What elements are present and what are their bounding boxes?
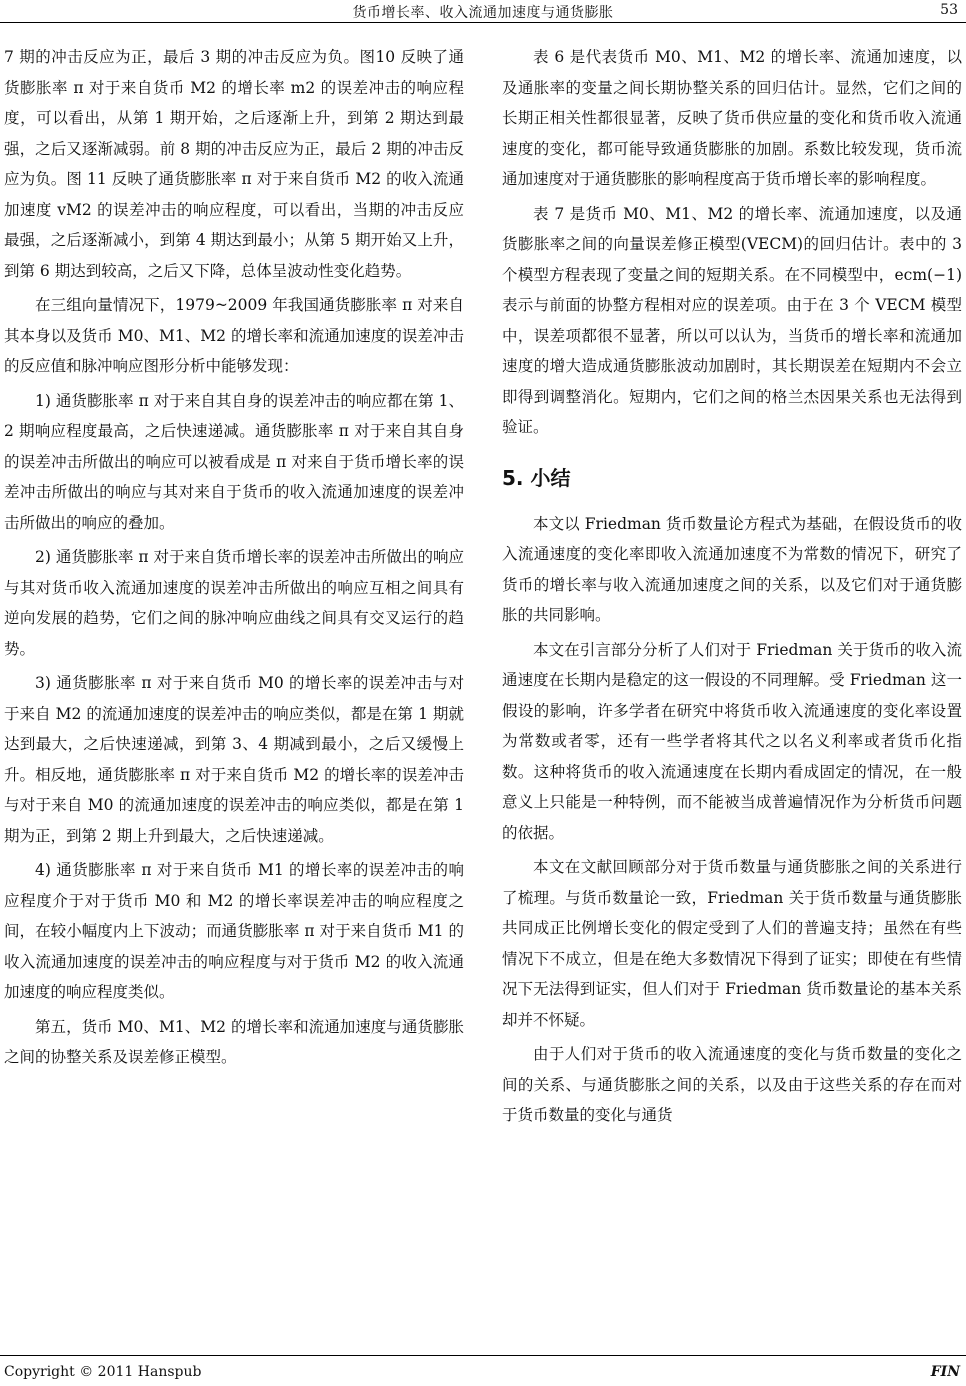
list-item: 4) 通货膨胀率 π 对于来自货币 M1 的增长率的误差冲击的响应程度介于对于货币 M0 和 M2 的增长率误差冲击的响应程度之间，在较小幅度内上下波动；而通货膨胀率 π 对于来自货币 M1 的收入流通加速度的误差冲击的响应程度与对于货币 M2 的收入流通加速度的响应程度类似。 — [4, 861, 464, 1001]
list-item: 2) 通货膨胀率 π 对于来自货币增长率的误差冲击所做出的响应与其对货币收入流通加速度的误差冲击所做出的响应互相之间具有逆向发展的趋势，它们之间的脉冲响应曲线之间具有交叉运行的趋势。 — [4, 548, 464, 658]
section-heading: 5. 小结 — [502, 465, 571, 490]
journal-abbreviation: FIN — [930, 1364, 960, 1380]
paragraph: 表 6 是代表货币 M0、M1、M2 的增长率、流通加速度，以及通胀率的变量之间长期协整关系的回归估计。显然，它们之间的长期正相关性都很显著，反映了货币供应量的变化和货币收入流通速度的变化，都可能导致通货膨胀的加剧。系数比较发现，货币流通加速度对于通货膨胀的影响程度高于货币增长率的影响程度。 — [502, 48, 962, 188]
page-footer — [0, 1355, 966, 1380]
list-item: 3) 通货膨胀率 π 对于来自货币 M0 的增长率的误差冲击与对于来自 M2 的流通加速度的误差冲击的响应类似，都是在第 1 期就达到最大，之后快速递减，到第 3、4 期减到最小，之后又缓慢上升。相反地，通货膨胀率 π 对于来自货币 M2 的增长率的误差冲击与对于来自 M0 的流通加速度的误差冲击的响应类似，都是在第 1 期为正，到第 2 期上升到最大，之后快速递减。 — [4, 674, 464, 845]
paragraph: 本文在引言部分分析了人们对于 Friedman 关于货币的收入流通速度在长期内是稳定的这一假设的不同理解。受 Friedman 这一假设的影响，许多学者在研究中将货币收入流通速度的变化率设置为常数或者零，还有一些学者将其代之以名义利率或者货币化指数。这种将货币的收入流通速度在长期内看成固定的情况，在一般意义上只能是一种特例，而不能被当成普遍情况作为分析货币问题的依据。 — [502, 640, 962, 842]
left-column — [4, 42, 464, 1073]
paragraph: 表 7 是货币 M0、M1、M2 的增长率、流通加速度，以及通货膨胀率之间的向量误差修正模型(VECM)的回归估计。表中的 3 个模型方程表现了变量之间的短期关系。在不同模型中，ecm(−1) 表示与前面的协整方程相对应的误差项。由于在 3 个 VECM 模型中，误差项都很不显著，所以可以认为，当货币的增长率和流通加速度的增大造成通货膨胀波动加剧时，其长期误差在短期内不会立即得到调整消化。短期内，它们之间的格兰杰因果关系也无法得到验证。 — [502, 204, 962, 436]
paragraph: 在三组向量情况下，1979~2009 年我国通货膨胀率 π 对来自其本身以及货币 M0、M1、M2 的增长率和流通加速度的误差冲击的反应值和脉冲响应图形分析中能够发现： — [4, 296, 464, 375]
copyright-notice: Copyright © 2011 Hanspub — [4, 1364, 202, 1380]
paragraph: 本文在文献回顾部分对于货币数量与通货膨胀之间的关系进行了梳理。与货币数量论一致，Friedman 关于货币数量与通货膨胀共同成正比例增长变化的假定受到了人们的普遍支持；虽然在有些情况下不成立，但是在绝大多数情况下得到了证实；即使在有些情况下无法得到证实，但人们对于 Friedman 货币数量论的基本关系却并不怀疑。 — [502, 858, 962, 1029]
running-title: 货币增长率、收入流通加速度与通货膨胀 — [352, 5, 614, 21]
paragraph: 由于人们对于货币的收入流通速度的变化与货币数量的变化之间的关系、与通货膨胀之间的关系，以及由于这些关系的存在而对于货币数量的变化与通货 — [502, 1045, 962, 1124]
paragraph: 7 期的冲击反应为正，最后 3 期的冲击反应为负。图10 反映了通货膨胀率 π 对于来自货币 M2 的增长率 m2 的误差冲击的响应程度，可以看出，从第 1 期开始，之后逐渐上升，到第 2 期达到最强，之后又逐渐减弱。前 8 期的冲击反应为正，最后 2 期的冲击反应为负。图 11 反映了通货膨胀率 π 对于来自货币 M2 的收入流通加速度 vM2 的误差冲击的响应程度，可以看出，当期的冲击反应最强，之后逐渐减小，到第 4 期达到最小；从第 5 期开始又上升，到第 6 期达到较高，之后又下降，总体呈波动性变化趋势。 — [4, 48, 464, 280]
list-item: 1) 通货膨胀率 π 对于来自其自身的误差冲击的响应都在第 1、2 期响应程度最高，之后快速递减。通货膨胀率 π 对于来自其自身的误差冲击所做出的响应可以被看成是 π 对来自于货币增长率的误差冲击所做出的响应与其对来自于货币的收入流通加速度的误差冲击所做出的响应的叠加。 — [4, 391, 464, 532]
page-number: 53 — [940, 2, 958, 18]
page-header — [0, 0, 966, 23]
paragraph: 第五，货币 M0、M1、M2 的增长率和流通加速度与通货膨胀之间的协整关系及误差修正模型。 — [4, 1017, 464, 1066]
paragraph: 本文以 Friedman 货币数量论方程式为基础，在假设货币的收入流通速度的变化率即收入流通加速度不为常数的情况下，研究了货币的增长率与收入流通加速度之间的关系，以及它们对于通货膨胀的共同影响。 — [502, 514, 962, 624]
right-column — [502, 42, 962, 1131]
